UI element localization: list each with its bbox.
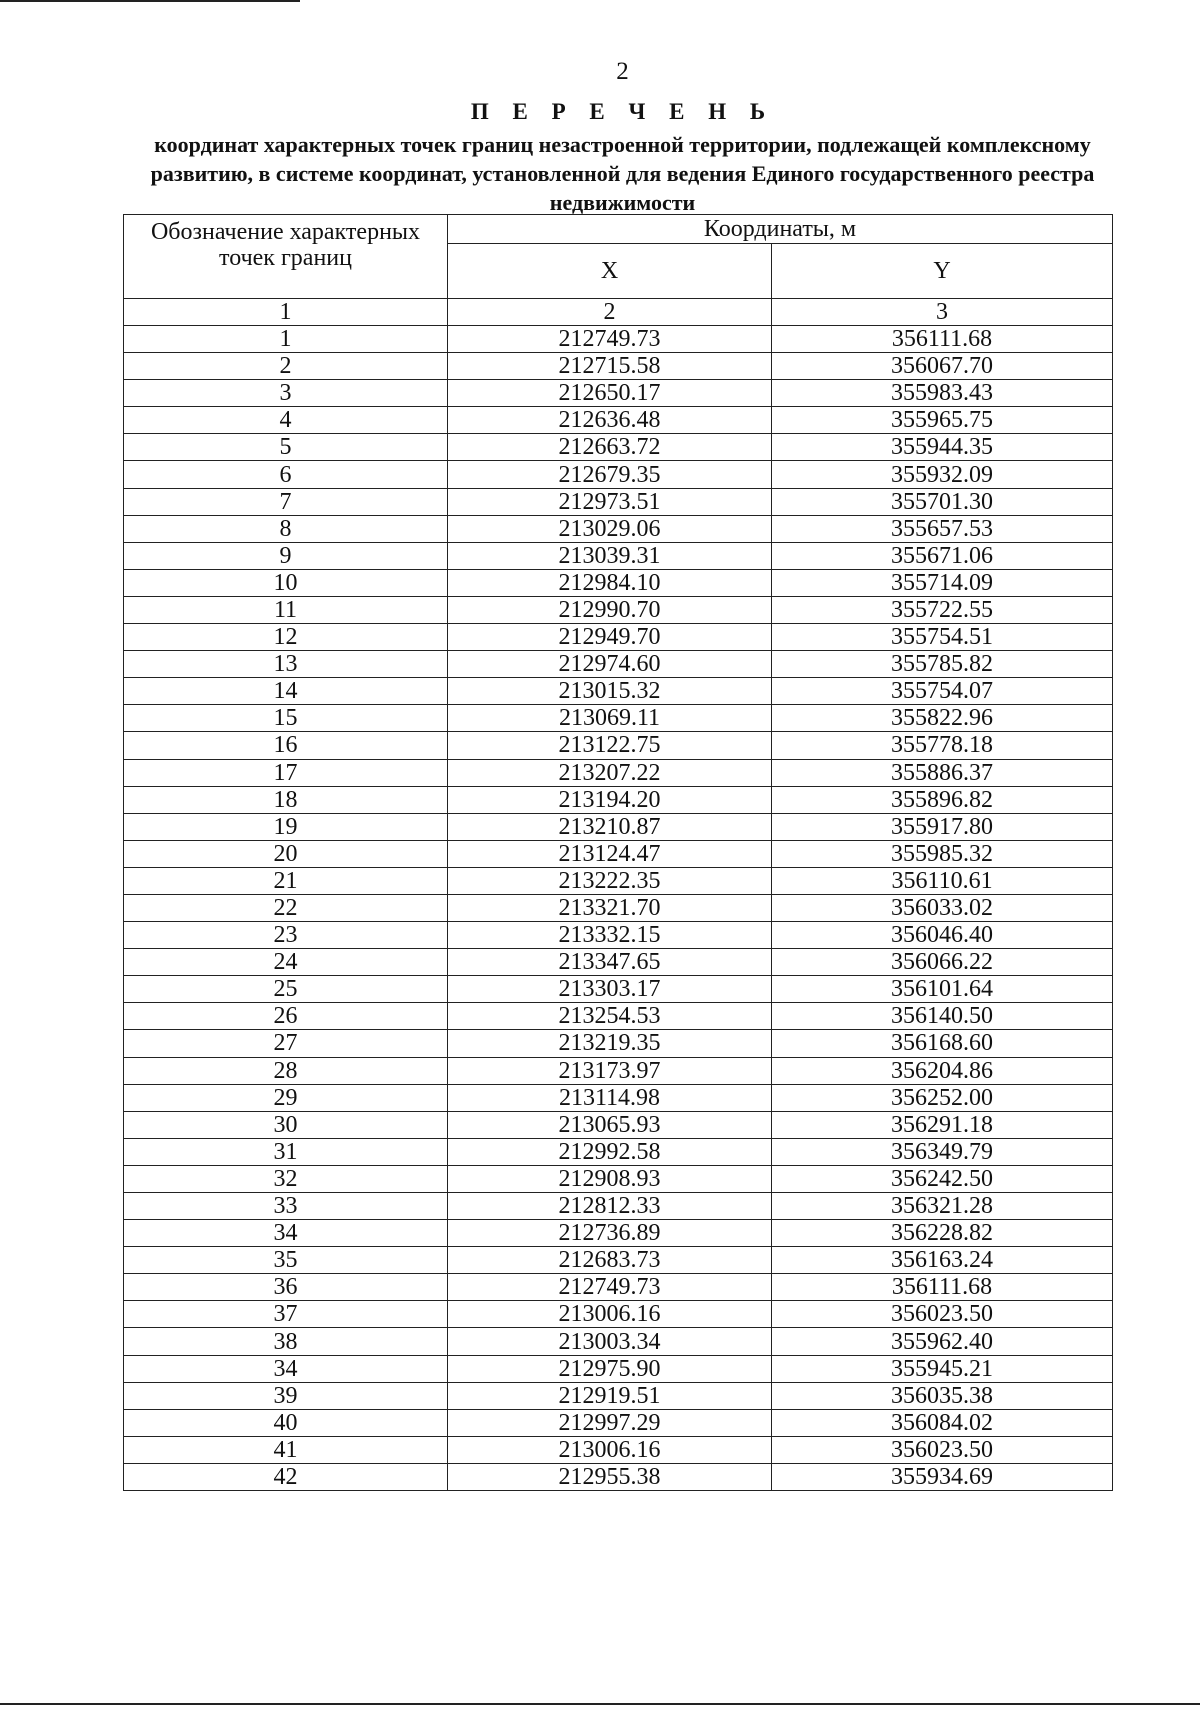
- cell-y: 356110.61: [772, 867, 1113, 894]
- header-point-designation: Обозначение характерных точек границ: [124, 215, 448, 299]
- cell-point: 18: [124, 786, 448, 813]
- cell-y: 355778.18: [772, 732, 1113, 759]
- cell-y: 355934.69: [772, 1463, 1113, 1490]
- cell-point: 22: [124, 894, 448, 921]
- cell-x: 212636.48: [448, 407, 772, 434]
- table-row: [124, 326, 1113, 353]
- cell-point: 5: [124, 434, 448, 461]
- table-row: [124, 1355, 1113, 1382]
- table-row: [124, 1111, 1113, 1138]
- cell-point: 7: [124, 488, 448, 515]
- document-title: П Е Р Е Ч Е Н Ь: [470, 99, 775, 124]
- cell-y: 356084.02: [772, 1409, 1113, 1436]
- cell-x: 212997.29: [448, 1409, 772, 1436]
- header-y: Y: [772, 244, 1113, 299]
- cell-y: 355944.35: [772, 434, 1113, 461]
- table-row: [124, 1057, 1113, 1084]
- table-row: [124, 1030, 1113, 1057]
- cell-point: 16: [124, 732, 448, 759]
- table-row: [124, 813, 1113, 840]
- page-number: 2: [616, 58, 629, 85]
- column-number-2: 2: [448, 299, 772, 326]
- scan-edge-top: [0, 0, 300, 2]
- cell-y: 355671.06: [772, 542, 1113, 569]
- cell-point: 36: [124, 1274, 448, 1301]
- cell-point: 40: [124, 1409, 448, 1436]
- cell-y: 355965.75: [772, 407, 1113, 434]
- cell-x: 213347.65: [448, 949, 772, 976]
- table-row: [124, 407, 1113, 434]
- cell-y: 356111.68: [772, 1274, 1113, 1301]
- cell-point: 31: [124, 1138, 448, 1165]
- cell-point: 1: [124, 326, 448, 353]
- cell-point: 12: [124, 624, 448, 651]
- cell-y: 355785.82: [772, 651, 1113, 678]
- table-row: [124, 1328, 1113, 1355]
- table-row: [124, 488, 1113, 515]
- table-row: [124, 596, 1113, 623]
- cell-x: 213003.34: [448, 1328, 772, 1355]
- cell-x: 213210.87: [448, 813, 772, 840]
- cell-point: 29: [124, 1084, 448, 1111]
- scan-edge-bottom: [0, 1703, 1200, 1705]
- table-row: [124, 1436, 1113, 1463]
- cell-x: 212749.73: [448, 326, 772, 353]
- cell-point: 39: [124, 1382, 448, 1409]
- cell-y: 355983.43: [772, 380, 1113, 407]
- cell-y: 356228.82: [772, 1220, 1113, 1247]
- table-row: [124, 434, 1113, 461]
- header-coordinates: Координаты, м: [448, 215, 1113, 244]
- table-row: [124, 705, 1113, 732]
- table-row: [124, 515, 1113, 542]
- cell-y: 356291.18: [772, 1111, 1113, 1138]
- table-row: [124, 569, 1113, 596]
- cell-x: 213124.47: [448, 840, 772, 867]
- cell-y: 356321.28: [772, 1193, 1113, 1220]
- cell-point: 34: [124, 1220, 448, 1247]
- cell-x: 213332.15: [448, 922, 772, 949]
- cell-x: 213006.16: [448, 1301, 772, 1328]
- cell-y: 355945.21: [772, 1355, 1113, 1382]
- cell-point: 14: [124, 678, 448, 705]
- cell-x: 213219.35: [448, 1030, 772, 1057]
- cell-y: 355754.51: [772, 624, 1113, 651]
- cell-y: 356023.50: [772, 1436, 1113, 1463]
- cell-y: 356349.79: [772, 1138, 1113, 1165]
- cell-y: 355962.40: [772, 1328, 1113, 1355]
- cell-point: 9: [124, 542, 448, 569]
- table-row: [124, 1463, 1113, 1490]
- table-row: [124, 353, 1113, 380]
- cell-x: 213029.06: [448, 515, 772, 542]
- cell-x: 212984.10: [448, 569, 772, 596]
- cell-point: 24: [124, 949, 448, 976]
- cell-x: 212715.58: [448, 353, 772, 380]
- cell-x: 212908.93: [448, 1165, 772, 1192]
- cell-point: 21: [124, 867, 448, 894]
- cell-x: 213039.31: [448, 542, 772, 569]
- cell-y: 356033.02: [772, 894, 1113, 921]
- table-row: [124, 461, 1113, 488]
- cell-point: 17: [124, 759, 448, 786]
- cell-x: 213015.32: [448, 678, 772, 705]
- cell-point: 8: [124, 515, 448, 542]
- cell-y: 355657.53: [772, 515, 1113, 542]
- table-row: [124, 1220, 1113, 1247]
- cell-point: 38: [124, 1328, 448, 1355]
- cell-x: 212919.51: [448, 1382, 772, 1409]
- table-row: [124, 678, 1113, 705]
- table-row: [124, 1165, 1113, 1192]
- cell-y: 355886.37: [772, 759, 1113, 786]
- cell-point: 26: [124, 1003, 448, 1030]
- cell-y: 355822.96: [772, 705, 1113, 732]
- cell-x: 213303.17: [448, 976, 772, 1003]
- cell-point: 2: [124, 353, 448, 380]
- cell-point: 19: [124, 813, 448, 840]
- cell-x: 212974.60: [448, 651, 772, 678]
- table-row: [124, 1382, 1113, 1409]
- cell-point: 41: [124, 1436, 448, 1463]
- cell-y: 356252.00: [772, 1084, 1113, 1111]
- cell-point: 6: [124, 461, 448, 488]
- cell-x: 213006.16: [448, 1436, 772, 1463]
- table-row: [124, 1193, 1113, 1220]
- cell-y: 356067.70: [772, 353, 1113, 380]
- cell-point: 35: [124, 1247, 448, 1274]
- table-row: [124, 867, 1113, 894]
- table-row: [124, 1084, 1113, 1111]
- cell-y: 356242.50: [772, 1165, 1113, 1192]
- table-row: [124, 651, 1113, 678]
- table-row: [124, 786, 1113, 813]
- cell-point: 15: [124, 705, 448, 732]
- cell-point: 13: [124, 651, 448, 678]
- cell-point: 4: [124, 407, 448, 434]
- cell-point: 20: [124, 840, 448, 867]
- table-row: [124, 1247, 1113, 1274]
- cell-x: 213254.53: [448, 1003, 772, 1030]
- table-row: [124, 542, 1113, 569]
- table-row: [124, 976, 1113, 1003]
- cell-y: 355917.80: [772, 813, 1113, 840]
- cell-x: 212736.89: [448, 1220, 772, 1247]
- cell-x: 213114.98: [448, 1084, 772, 1111]
- cell-y: 356023.50: [772, 1301, 1113, 1328]
- cell-point: 30: [124, 1111, 448, 1138]
- table-row: [124, 1274, 1113, 1301]
- table-row: [124, 1301, 1113, 1328]
- cell-point: 23: [124, 922, 448, 949]
- cell-point: 3: [124, 380, 448, 407]
- table-row: [124, 1138, 1113, 1165]
- column-number-3: 3: [772, 299, 1113, 326]
- header-x: X: [448, 244, 772, 299]
- cell-point: 25: [124, 976, 448, 1003]
- cell-x: 212683.73: [448, 1247, 772, 1274]
- cell-point: 28: [124, 1057, 448, 1084]
- cell-x: 213122.75: [448, 732, 772, 759]
- cell-y: 356140.50: [772, 1003, 1113, 1030]
- cell-x: 212949.70: [448, 624, 772, 651]
- cell-point: 32: [124, 1165, 448, 1192]
- cell-y: 356168.60: [772, 1030, 1113, 1057]
- cell-point: 27: [124, 1030, 448, 1057]
- cell-y: 355714.09: [772, 569, 1113, 596]
- cell-x: 213194.20: [448, 786, 772, 813]
- cell-y: 356046.40: [772, 922, 1113, 949]
- table-header: [124, 215, 1113, 326]
- table-row: [124, 840, 1113, 867]
- cell-y: 355985.32: [772, 840, 1113, 867]
- cell-x: 212650.17: [448, 380, 772, 407]
- cell-x: 212812.33: [448, 1193, 772, 1220]
- cell-x: 213207.22: [448, 759, 772, 786]
- cell-point: 34: [124, 1355, 448, 1382]
- cell-y: 356035.38: [772, 1382, 1113, 1409]
- table-row: [124, 894, 1113, 921]
- cell-x: 212990.70: [448, 596, 772, 623]
- cell-x: 212973.51: [448, 488, 772, 515]
- table-row: [124, 1003, 1113, 1030]
- cell-point: 11: [124, 596, 448, 623]
- table-row: [124, 949, 1113, 976]
- table-row: [124, 624, 1113, 651]
- cell-point: 42: [124, 1463, 448, 1490]
- document-subtitle: координат характерных точек границ незастроенной территории, подлежащей комплексному развитию, в системе координат, установленной для ведения Единого государственного реестра недвижимости: [150, 132, 1095, 215]
- cell-point: 37: [124, 1301, 448, 1328]
- table-row: [124, 380, 1113, 407]
- cell-y: 356163.24: [772, 1247, 1113, 1274]
- cell-x: 212992.58: [448, 1138, 772, 1165]
- cell-y: 355896.82: [772, 786, 1113, 813]
- cell-y: 356111.68: [772, 326, 1113, 353]
- cell-x: 212955.38: [448, 1463, 772, 1490]
- cell-point: 33: [124, 1193, 448, 1220]
- cell-y: 356204.86: [772, 1057, 1113, 1084]
- table-body: [124, 326, 1113, 1491]
- cell-y: 355701.30: [772, 488, 1113, 515]
- table-row: [124, 922, 1113, 949]
- cell-x: 212749.73: [448, 1274, 772, 1301]
- cell-x: 212975.90: [448, 1355, 772, 1382]
- cell-x: 212663.72: [448, 434, 772, 461]
- table-row: [124, 759, 1113, 786]
- cell-x: 213222.35: [448, 867, 772, 894]
- cell-y: 356101.64: [772, 976, 1113, 1003]
- cell-x: 213069.11: [448, 705, 772, 732]
- cell-x: 213321.70: [448, 894, 772, 921]
- cell-x: 213065.93: [448, 1111, 772, 1138]
- cell-y: 355754.07: [772, 678, 1113, 705]
- cell-y: 355722.55: [772, 596, 1113, 623]
- table-row: [124, 732, 1113, 759]
- table-row: [124, 1409, 1113, 1436]
- cell-y: 355932.09: [772, 461, 1113, 488]
- cell-x: 213173.97: [448, 1057, 772, 1084]
- cell-y: 356066.22: [772, 949, 1113, 976]
- cell-point: 10: [124, 569, 448, 596]
- cell-x: 212679.35: [448, 461, 772, 488]
- column-number-1: 1: [124, 299, 448, 326]
- coordinates-table: [123, 214, 1113, 1491]
